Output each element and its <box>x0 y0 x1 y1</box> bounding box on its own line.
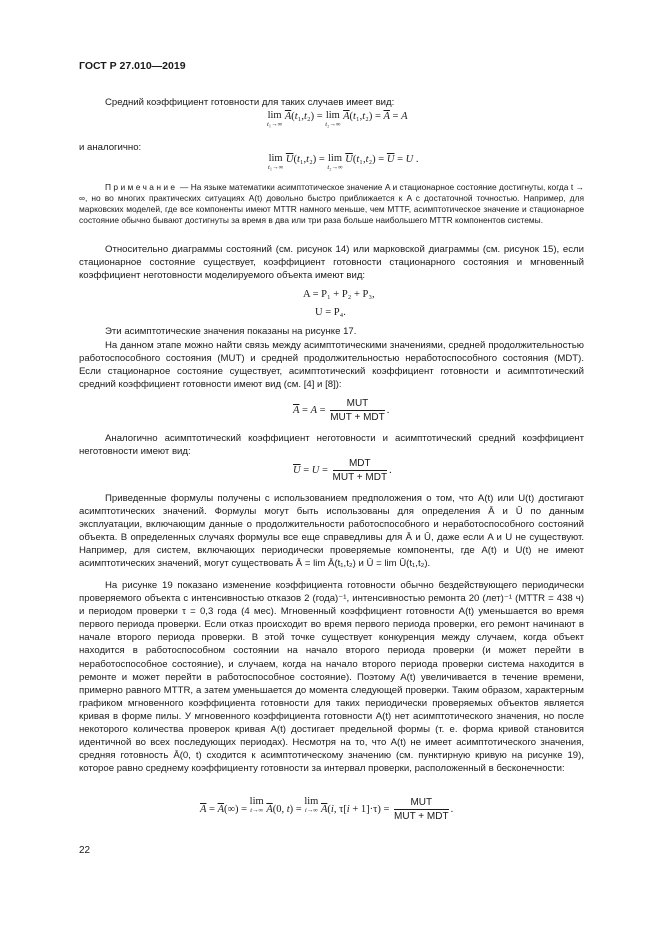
formula-mean-availability: lim t₁→∞ $\overline{A}(t_1,t_2) = \lim$ t₂→∞ $\overline{A}(t_1,t_2) = \overline{A} = A$ <box>267 110 408 128</box>
fraction-denominator: MUT + MDT <box>330 412 385 423</box>
fraction-numerator: MDT <box>333 458 388 471</box>
note-body: — На языке математики асимптотическое значение A и стационарное состояние достигнуты, когда t → ∞, но во многих практических ситуациях A(t) довольно быстро приближается к A с достаточной точностью. Например, для марковских моделей, где все компоненты имеют MTTR намного меньше, чем MTTF, асимптотическое значение и стационарное состояние обычно бывают достигнуты за время в два или три раза больше наибольшего MTTR компонентов системы. <box>79 182 584 226</box>
figure19-paragraph: На рисунке 19 показано изменение коэффициента готовности обычно бездействующего периодически проверяемого объекта с интенсивностью отказов 2 (года)⁻¹, интенсивностью ремонта 20 (лет)⁻¹ (MTTR = 438 ч) и периодом проверки τ = 0,3 года (4 мес). Мгновенный коэффициент готовности A(t) уменьшается во время первого периода проверки. Если отказ происходит во время первого периода проверки, его ремонт начинают в начале второго периода проверки. В этой точке существует конкуренция между случаем, когда объект находится в работоспособном состоянии на начало второго периода проверки (и может перейти в неработоспособное состояние), и случаем, когда на начало второго периода проверки система находится в ремонте и может перейти в работоспособное состояние). Поэтому A(t) увеличивается в течение времени, примерно равного MTTR, а затем уменьшается до момента следующей проверки. Таким образом, характерным графиком мгновенного коэффициента готовности для таких периодически проверяемых объектов является кривая в форме пилы. У мгновенного коэффициента готовности A(t) нет асимптотического значения, но после некоторого количества проверок кривая A(t) достигает предельной формы (т. е. форма кривой становится идентичной во всех последующих периодах). Несмотря на то, что A(t) не имеет асимптотического значения, средняя готовность Ā(0, t) сходится к асимптотическому значению (см. пунктирную кривую на рисунке 19), которое равно среднему коэффициенту готовности за интервал проверки, расположенный в бесконечности: <box>79 580 584 775</box>
note-paragraph <box>79 182 584 226</box>
formula-limit-availability: $\overline{A} = \overline{A}(\infty) = \lim$ t→∞ $\overline{A}(0$, t) = lim i→∞ $\overline{A}(i$, τ[i + 1]·τ) = $\frac{\text{MUT}}{\text{MUT + MDT}}$ . <box>200 796 454 822</box>
formula-mean-unavailability: lim t₁→∞ $\overline{U}(t_1,t_2) = \lim$ t₂→∞ $\overline{U}(t_1,t_2) = \overline{U} = U$ . <box>268 153 419 171</box>
similarly-text: и аналогично: <box>79 142 142 153</box>
fraction-denominator: MUT + MDT <box>332 472 388 483</box>
state-diagram-paragraph: Относительно диаграммы состояний (см. рисунок 14) или марковской диаграммы (см. рисунок 15), если стационарное состояние существует, коэффициент готовности стационарного состояния и мгновенный коэффициент неготовности моделируемого объекта имеют вид: <box>79 244 584 282</box>
mut-mdt-paragraph: На данном этапе можно найти связь между асимптотическими значениями, средней продолжительностью работоспособного состояния (MUT) и средней продолжительностью неработоспособного состояния (MDT). Если стационарное состояние существует, асимптотический коэффициент готовности и асимптотический средний коэффициент готовности имеют вид (см. [4] и [8]): <box>79 340 584 391</box>
page-number: 22 <box>79 845 91 856</box>
intro-paragraph: Средний коэффициент готовности для таких случаев имеет вид: <box>105 97 395 108</box>
fraction-numerator: MUT <box>330 398 385 411</box>
document-header: ГОСТ Р 27.010—2019 <box>79 60 186 72</box>
formulas-paragraph: Приведенные формулы получены с использованием предположения о том, что A(t) или U(t) достигают асимптотических значений. Формулы могут быть использованы для определения Ā и Ū по данным эксплуатации, включающим данные о продолжительности работоспособного и неработоспособного состояний объекта. В определенных случаях формулы все еще справедливы для Ā и Ū, даже если A и U не существуют. Например, для систем, включающих периодически проверяемые компоненты, где A(t) и U(t) не имеют асимптотических значений, могут существовать Ā = lim Ā(t₁,t₂) и Ū = lim Ū(t₁,t₂). <box>79 493 584 570</box>
figure17-paragraph: Эти асимптотические значения показаны на рисунке 17. <box>105 326 357 337</box>
formula-asymptotic-availability: $\overline{A} = A$ = $\frac{\text{MUT}}{\text{MUT + MDT}}$ . <box>293 398 390 423</box>
note-label: Примечание <box>105 182 178 192</box>
formula-asymptotic-unavailability: $\overline{U} = U$ = $\frac{\text{MDT}}{\text{MUT + MDT}}$ . <box>293 458 392 483</box>
fraction-numerator: MUT <box>394 797 449 810</box>
formula-availability-sum: A = P₁ + P₂ + P₃, <box>303 289 375 300</box>
analog-paragraph: Аналогично асимптотический коэффициент неготовности и асимптотический средний коэффициент неготовности имеют вид: <box>79 433 584 458</box>
formula-unavailability: U = P₄. <box>315 307 346 318</box>
fraction-denominator: MUT + MDT <box>394 811 449 822</box>
